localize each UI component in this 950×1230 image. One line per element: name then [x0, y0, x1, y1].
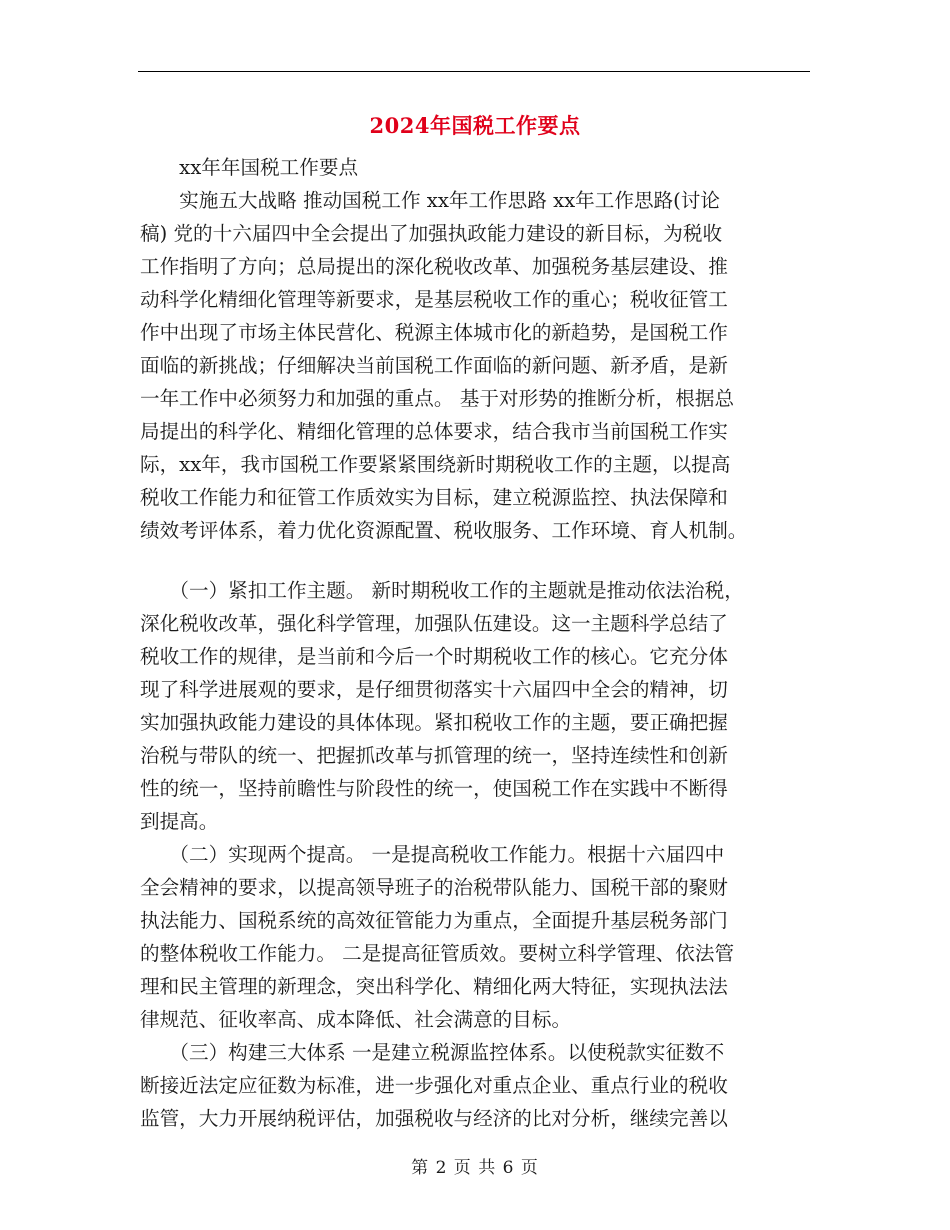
document-body — [140, 151, 812, 1135]
body-line: 绩效考评体系，着力优化资源配置、税收服务、工作环境、育人机制。 — [140, 519, 748, 542]
body-line: 深化税收改革，强化科学管理，加强队伍建设。这一主题科学总结了 — [140, 612, 728, 635]
blank-line — [140, 547, 812, 574]
body-line: xx年年国税工作要点 — [140, 156, 359, 179]
body-line: 动科学化精细化管理等新要求，是基层税收工作的重心；税收征管工 — [140, 288, 728, 311]
body-line: 的整体税收工作能力。 二是提高征管质效。要树立科学管理、依法管 — [140, 942, 735, 965]
body-line: 理和民主管理的新理念，突出科学化、精细化两大特征，实现执法法 — [140, 975, 728, 998]
body-line: 实施五大战略 推动国税工作 xx年工作思路 xx年工作思路(讨论 — [140, 189, 720, 212]
body-line: 作中出现了市场主体民营化、税源主体城市化的新趋势，是国税工作 — [140, 321, 728, 344]
body-line: 到提高。 — [140, 810, 219, 833]
body-line: （二）实现两个提高。 一是提高税收工作能力。根据十六届四中 — [140, 843, 725, 866]
body-line: 际，xx年，我市国税工作要紧紧围绕新时期税收工作的主题，以提高 — [140, 453, 731, 476]
body-line: 稿) 党的十六届四中全会提出了加强执政能力建设的新目标，为税收 — [140, 222, 723, 245]
header-rule — [138, 71, 810, 72]
body-line: 税收工作能力和征管工作质效实为目标，建立税源监控、执法保障和 — [140, 486, 728, 509]
page-footer: 第 2 页 共 6 页 — [411, 1158, 539, 1178]
body-line: 税收工作的规律，是当前和今后一个时期税收工作的核心。它充分体 — [140, 645, 728, 668]
body-line: （三）构建三大体系 一是建立税源监控体系。以使税款实征数不 — [140, 1041, 725, 1064]
document-title: 2024年国税工作要点 — [369, 113, 581, 138]
body-line: 监管，大力开展纳税评估，加强税收与经济的比对分析，继续完善以 — [140, 1107, 728, 1130]
body-line: 一年工作中必须努力和加强的重点。 基于对形势的推断分析，根据总 — [140, 387, 735, 410]
body-line: 治税与带队的统一、把握抓改革与抓管理的统一，坚持连续性和创新 — [140, 744, 728, 767]
body-line: 执法能力、国税系统的高效征管能力为重点，全面提升基层税务部门 — [140, 909, 728, 932]
body-line: 局提出的科学化、精细化管理的总体要求，结合我市当前国税工作实 — [140, 420, 728, 443]
body-line: 律规范、征收率高、成本降低、社会满意的目标。 — [140, 1008, 572, 1031]
body-line: 实加强执政能力建设的具体体现。紧扣税收工作的主题，要正确把握 — [140, 711, 728, 734]
body-line: 全会精神的要求，以提高领导班子的治税带队能力、国税干部的聚财 — [140, 876, 728, 899]
body-line: 工作指明了方向；总局提出的深化税收改革、加强税务基层建设、推 — [140, 255, 728, 278]
body-line: 现了科学进展观的要求，是仔细贯彻落实十六届四中全会的精神，切 — [140, 678, 728, 701]
body-line: （一）紧扣工作主题。 新时期税收工作的主题就是推动依法治税， — [140, 579, 744, 602]
body-line: 性的统一，坚持前瞻性与阶段性的统一，使国税工作在实践中不断得 — [140, 777, 728, 800]
body-line: 面临的新挑战；仔细解决当前国税工作面临的新问题、新矛盾，是新 — [140, 354, 728, 377]
body-line: 断接近法定应征数为标准，进一步强化对重点企业、重点行业的税收 — [140, 1074, 728, 1097]
